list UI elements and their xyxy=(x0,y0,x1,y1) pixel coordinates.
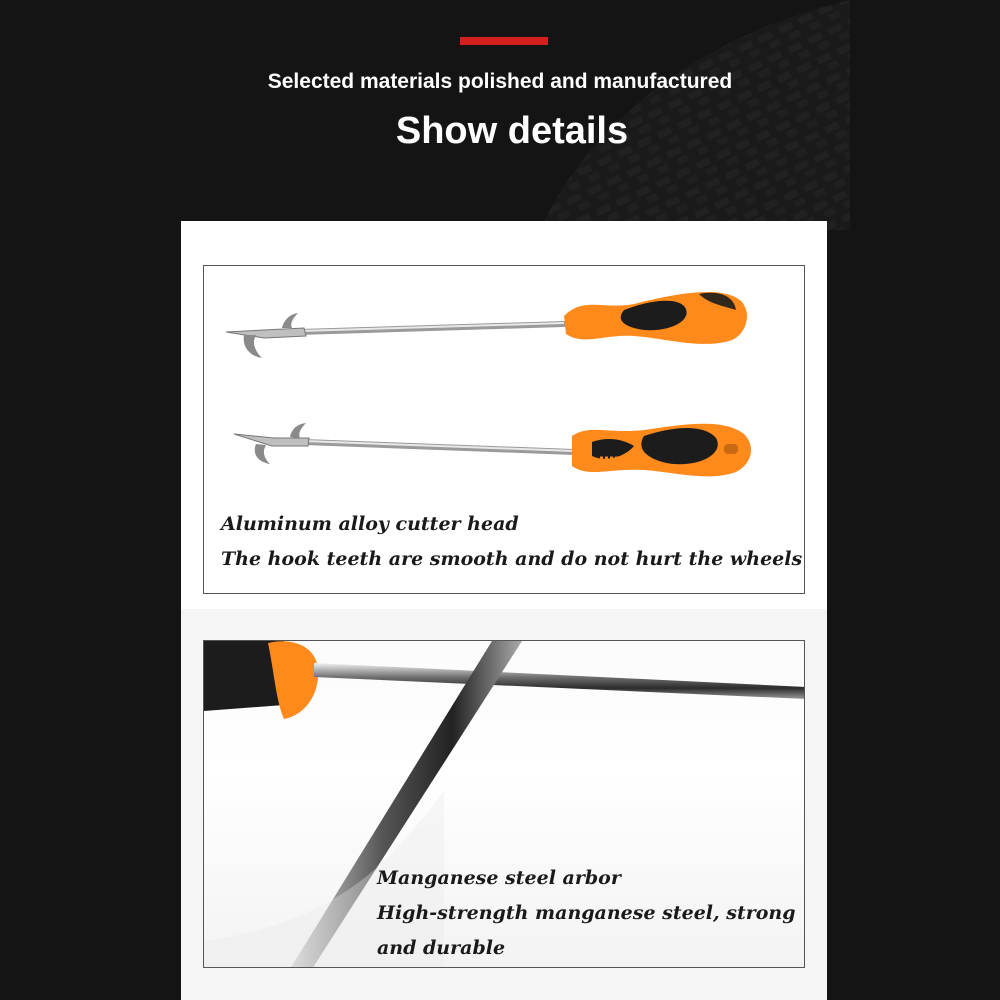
caption-text-line2: and durable xyxy=(377,937,506,959)
page-title: Show details xyxy=(395,110,629,152)
caption-steel-arbor xyxy=(377,861,797,966)
caption-cutter-head xyxy=(221,507,802,577)
detail-card-steel-arbor xyxy=(203,640,805,968)
horizontal-shaft xyxy=(314,663,805,699)
caption-text: The hook teeth are smooth and do not hurt the wheels xyxy=(221,548,803,570)
caption-text-line1: High-strength manganese steel, strong xyxy=(377,902,796,924)
caption-title: Aluminum alloy cutter head xyxy=(221,513,519,535)
handle-orange-collar xyxy=(268,641,318,719)
hook-tool-lower xyxy=(234,423,751,476)
hook-tool-upper xyxy=(226,292,747,358)
accent-bar xyxy=(460,37,548,45)
caption-title: Manganese steel arbor xyxy=(377,867,621,889)
detail-card-cutter-head xyxy=(203,265,805,594)
page-subtitle: Selected materials polished and manufactured xyxy=(267,70,733,93)
